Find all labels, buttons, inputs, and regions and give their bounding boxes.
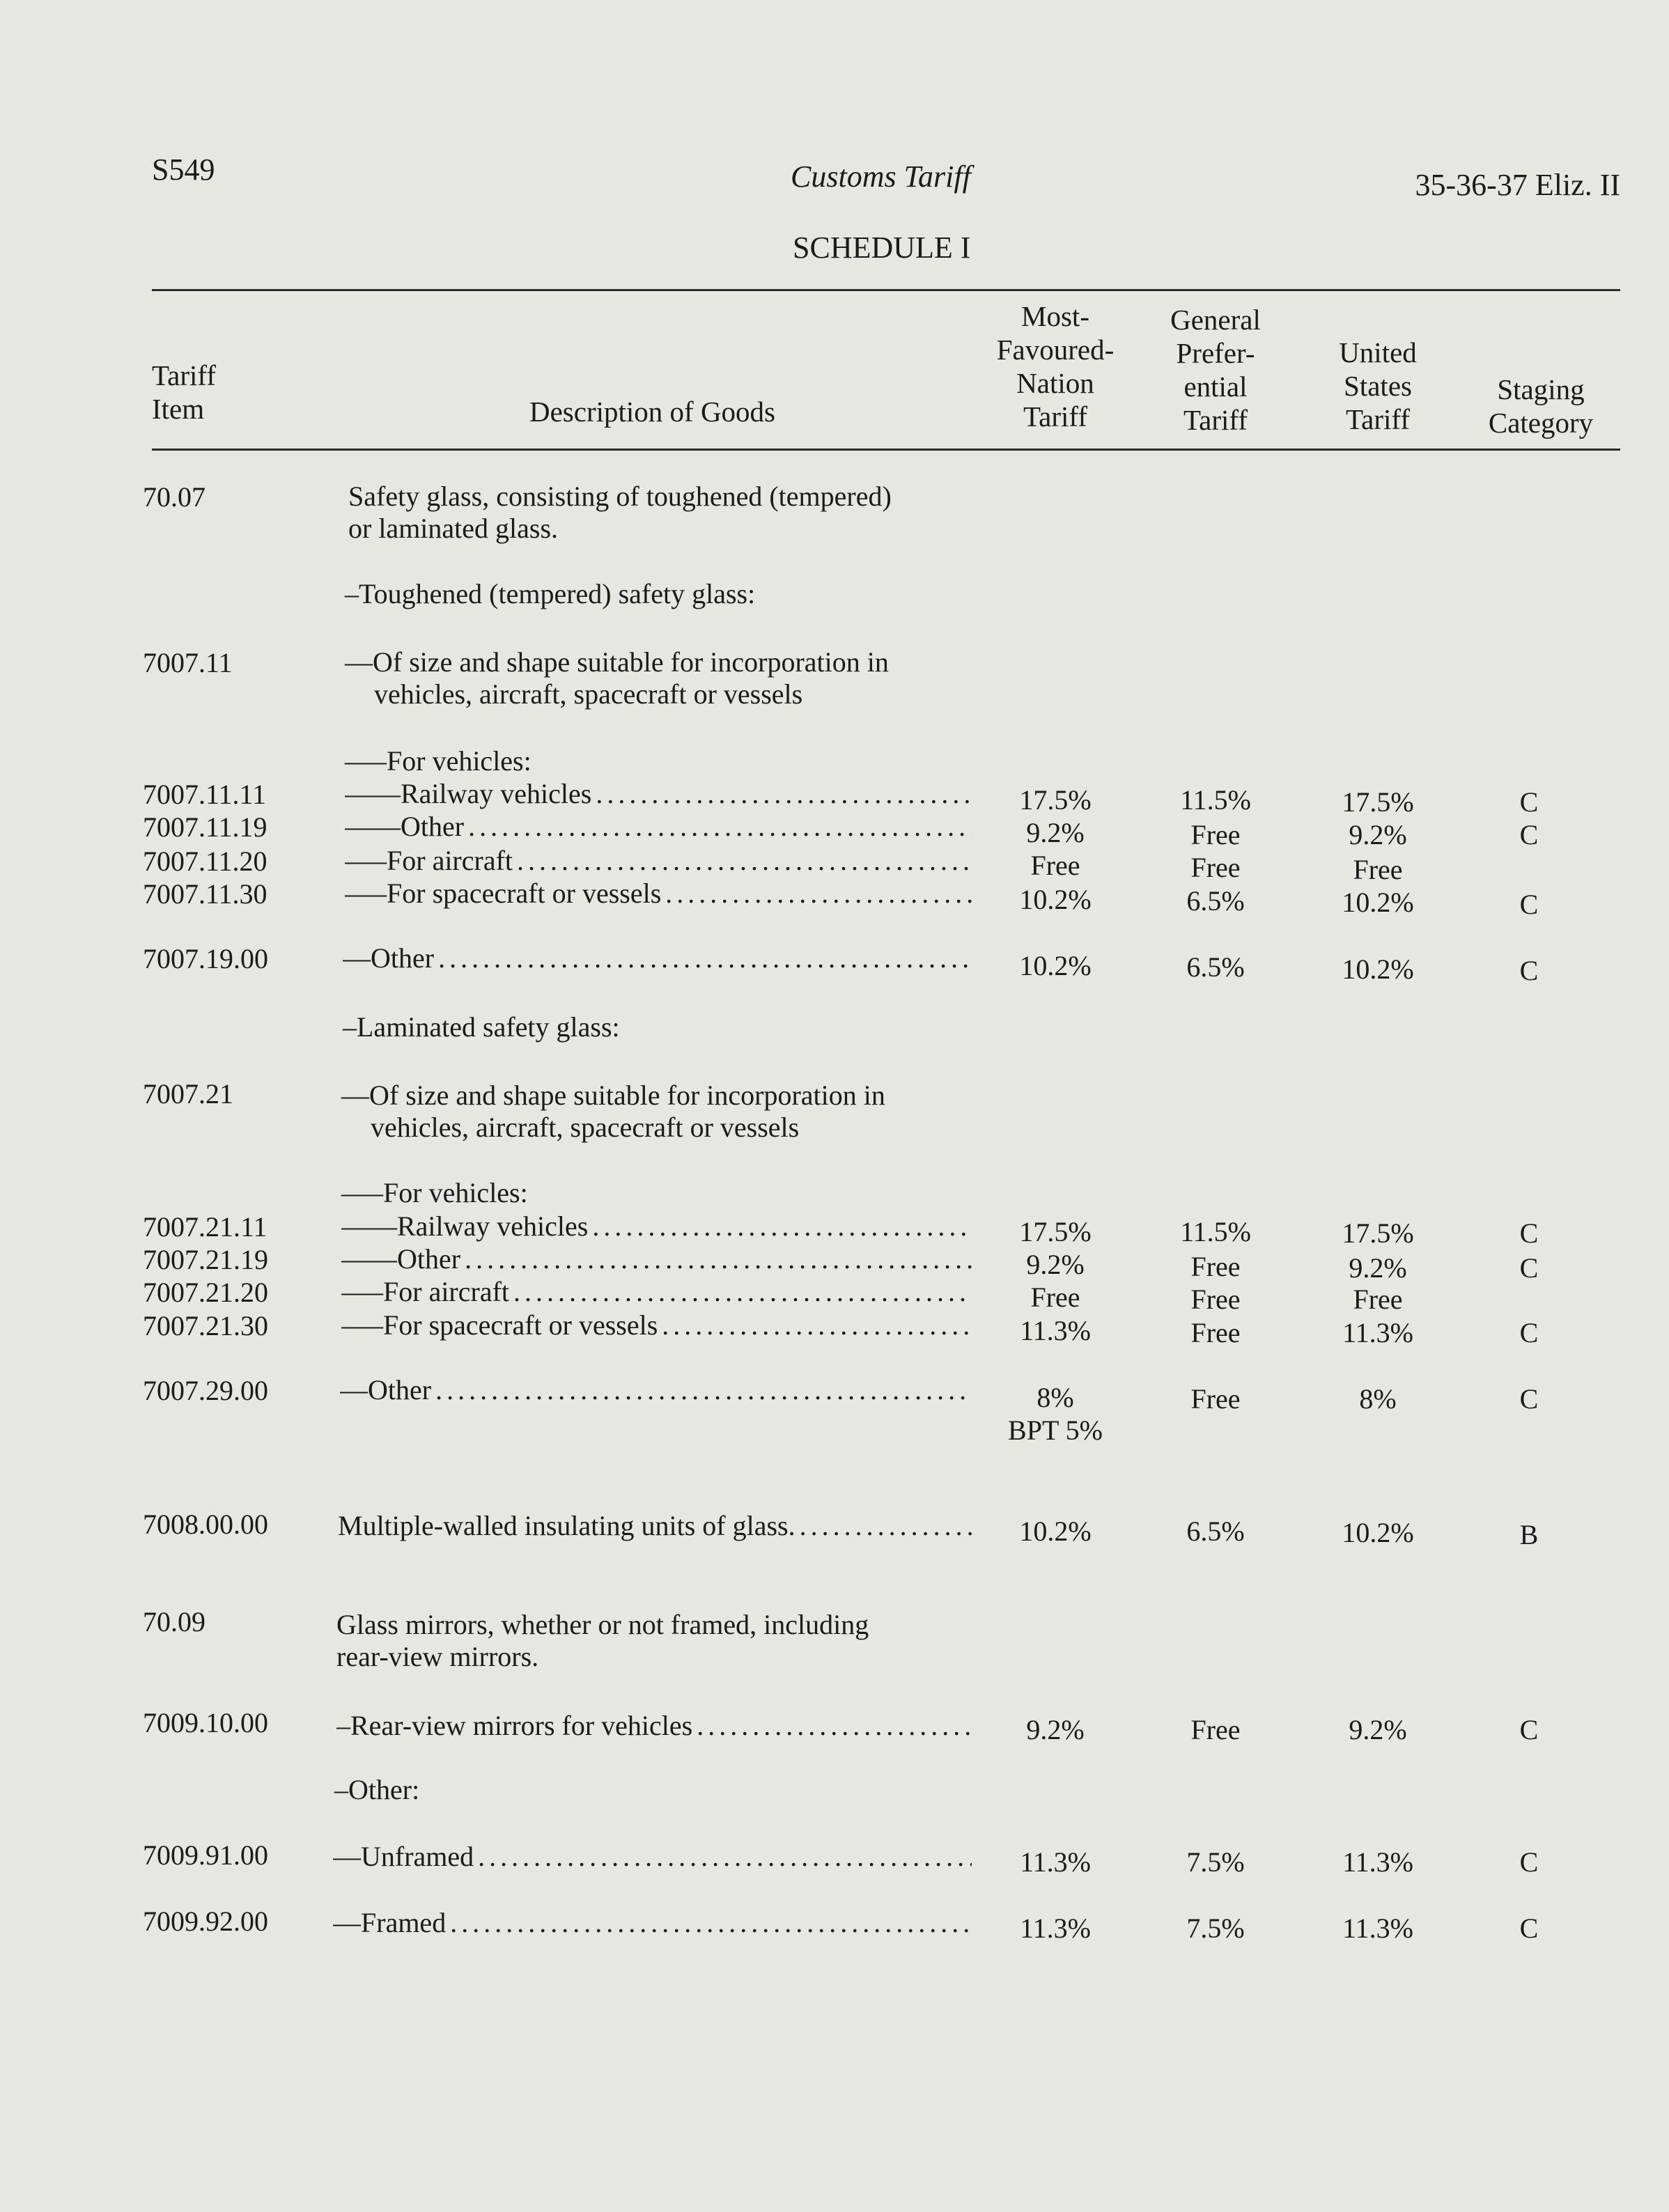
gpt-rate: Free bbox=[1190, 1383, 1241, 1415]
row-description: –––For vehicles: bbox=[341, 1177, 528, 1208]
staging-category: C bbox=[1519, 1383, 1539, 1415]
header-rule bbox=[152, 449, 1620, 451]
tariff-item: 7009.10.00 bbox=[143, 1707, 268, 1738]
row-description: ––Other ..... bbox=[340, 1374, 972, 1406]
ust-rate: 11.3% bbox=[1342, 1913, 1413, 1944]
tariff-item: 7007.11.19 bbox=[143, 811, 267, 843]
tariff-item: 7007.21 bbox=[143, 1078, 233, 1109]
tariff-item: 7007.11 bbox=[143, 647, 233, 678]
row-description: –Toughened (tempered) safety glass: bbox=[345, 578, 756, 609]
gpt-rate: 7.5% bbox=[1186, 1913, 1245, 1944]
row-description: Safety glass, consisting of toughened (tempered) or laminated glass. bbox=[348, 481, 892, 544]
row-description: ––Other ..... bbox=[343, 942, 972, 974]
mfn-rate: 9.2% bbox=[1026, 817, 1085, 848]
mfn-bpt-rate: BPT 5% bbox=[1008, 1415, 1103, 1446]
schedule-title: SCHEDULE I bbox=[793, 231, 971, 265]
row-description: –––For aircraft ..... bbox=[345, 845, 972, 877]
staging-category: B bbox=[1519, 1519, 1539, 1550]
gpt-rate: 7.5% bbox=[1186, 1846, 1245, 1878]
gpt-rate: 11.5% bbox=[1180, 1216, 1251, 1247]
tariff-item: 7007.21.11 bbox=[143, 1211, 267, 1243]
staging-category: C bbox=[1519, 1913, 1539, 1944]
row-description: ––––Railway vehicles ..... bbox=[341, 1210, 972, 1243]
gpt-rate: Free bbox=[1190, 1714, 1241, 1745]
tariff-item: 7007.29.00 bbox=[143, 1375, 268, 1406]
ust-rate: 9.2% bbox=[1349, 1714, 1407, 1745]
mfn-rate: 17.5% bbox=[1019, 1216, 1092, 1247]
mfn-rate: 11.3% bbox=[1020, 1846, 1091, 1878]
col-mfn-tariff: Most- Favoured- Nation Tariff bbox=[996, 300, 1115, 433]
tariff-item: 70.09 bbox=[143, 1606, 205, 1637]
row-description: ––Unframed ..... bbox=[333, 1841, 972, 1873]
row-description: Multiple-walled insulating units of glass. ..... bbox=[338, 1510, 972, 1542]
row-description: –––For spacecraft or vessels ..... bbox=[341, 1309, 972, 1341]
ust-rate: 11.3% bbox=[1342, 1846, 1413, 1878]
mfn-rate: 8% bbox=[1037, 1382, 1074, 1413]
ust-rate: 9.2% bbox=[1349, 1252, 1407, 1284]
staging-category: C bbox=[1519, 1252, 1539, 1284]
tariff-item: 7007.11.30 bbox=[143, 878, 267, 910]
gpt-rate: 6.5% bbox=[1186, 885, 1245, 917]
mfn-rate: 10.2% bbox=[1019, 1516, 1092, 1547]
staging-category: C bbox=[1519, 1846, 1539, 1878]
gpt-rate: Free bbox=[1190, 852, 1241, 883]
mfn-rate: 9.2% bbox=[1026, 1249, 1085, 1280]
tariff-item: 7007.21.30 bbox=[143, 1310, 268, 1341]
staging-category: C bbox=[1519, 1317, 1539, 1348]
row-description: ––––Other ..... bbox=[345, 811, 972, 843]
gpt-rate: Free bbox=[1190, 819, 1241, 850]
ust-rate: 9.2% bbox=[1349, 819, 1407, 850]
gpt-rate: 11.5% bbox=[1180, 784, 1251, 816]
ust-rate: Free bbox=[1353, 1284, 1403, 1315]
tariff-item: 7009.91.00 bbox=[143, 1839, 268, 1871]
mfn-rate: 9.2% bbox=[1026, 1714, 1085, 1745]
tariff-item: 7007.11.11 bbox=[143, 779, 267, 810]
row-description: –Laminated safety glass: bbox=[343, 1011, 620, 1043]
top-rule bbox=[152, 289, 1620, 291]
row-description: –Rear-view mirrors for vehicles ..... bbox=[336, 1710, 972, 1742]
col-ust-tariff: United States Tariff bbox=[1339, 336, 1417, 435]
ust-rate: 17.5% bbox=[1342, 786, 1414, 818]
row-description: ––––Other ..... bbox=[341, 1243, 972, 1275]
row-description: –––For spacecraft or vessels ..... bbox=[345, 878, 972, 910]
document-title: Customs Tariff bbox=[791, 159, 971, 194]
tariff-item: 70.07 bbox=[143, 481, 205, 513]
tariff-item: 7007.11.20 bbox=[143, 846, 267, 877]
ust-rate: 10.2% bbox=[1342, 887, 1414, 918]
row-description: –––For aircraft ..... bbox=[341, 1276, 972, 1308]
row-description: ––Of size and shape suitable for incorporation in vehicles, aircraft, spacecraft or vessels bbox=[341, 1080, 885, 1143]
mfn-rate: 11.3% bbox=[1020, 1315, 1091, 1346]
tariff-item: 7007.19.00 bbox=[143, 943, 268, 974]
ust-rate: 10.2% bbox=[1342, 953, 1414, 985]
mfn-rate: 10.2% bbox=[1019, 950, 1092, 981]
page-number: S549 bbox=[152, 153, 215, 187]
row-description: –Other: bbox=[334, 1774, 420, 1805]
gpt-rate: Free bbox=[1190, 1317, 1241, 1348]
staging-category: C bbox=[1519, 819, 1539, 850]
tariff-item: 7007.21.20 bbox=[143, 1277, 268, 1308]
row-description: ––Of size and shape suitable for incorporation in vehicles, aircraft, spacecraft or vessels bbox=[345, 646, 889, 710]
mfn-rate: 10.2% bbox=[1019, 884, 1092, 915]
mfn-rate: Free bbox=[1030, 1282, 1080, 1313]
ust-rate: 11.3% bbox=[1342, 1317, 1413, 1348]
col-description: Description of Goods bbox=[529, 396, 776, 428]
row-description: ––Framed ..... bbox=[333, 1907, 972, 1939]
tariff-item: 7009.92.00 bbox=[143, 1906, 268, 1937]
staging-category: C bbox=[1519, 889, 1539, 920]
statute-reference: 35-36-37 Eliz. II bbox=[1415, 168, 1620, 202]
ust-rate: 17.5% bbox=[1342, 1217, 1414, 1249]
mfn-rate: Free bbox=[1030, 850, 1080, 881]
col-tariff-item: Tariff Item bbox=[152, 359, 216, 425]
row-description: –––For vehicles: bbox=[345, 745, 531, 777]
gpt-rate: 6.5% bbox=[1186, 951, 1245, 983]
tariff-item: 7007.21.19 bbox=[143, 1244, 268, 1275]
col-staging-category: Staging Category bbox=[1488, 373, 1594, 439]
gpt-rate: Free bbox=[1190, 1284, 1241, 1315]
staging-category: C bbox=[1519, 786, 1539, 818]
row-description: ––––Railway vehicles ..... bbox=[345, 778, 972, 810]
staging-category: C bbox=[1519, 1714, 1539, 1745]
gpt-rate: 6.5% bbox=[1186, 1516, 1245, 1547]
mfn-rate: 11.3% bbox=[1020, 1913, 1091, 1944]
col-gpt-tariff: General Prefer- ential Tariff bbox=[1170, 304, 1261, 436]
staging-category: C bbox=[1519, 955, 1539, 986]
ust-rate: 10.2% bbox=[1342, 1517, 1414, 1548]
gpt-rate: Free bbox=[1190, 1251, 1241, 1282]
ust-rate: 8% bbox=[1359, 1383, 1397, 1415]
mfn-rate: 17.5% bbox=[1019, 784, 1092, 816]
ust-rate: Free bbox=[1353, 854, 1403, 885]
row-description: Glass mirrors, whether or not framed, including rear-view mirrors. bbox=[336, 1609, 869, 1672]
staging-category: C bbox=[1519, 1217, 1539, 1249]
tariff-item: 7008.00.00 bbox=[143, 1509, 268, 1540]
